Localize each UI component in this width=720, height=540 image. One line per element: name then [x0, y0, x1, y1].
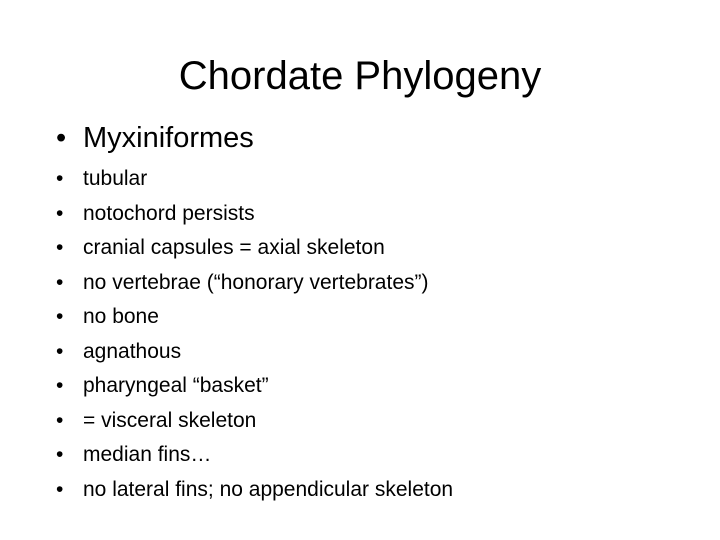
list-item: [56, 266, 453, 301]
list-item: [56, 438, 453, 473]
bullet-list: [56, 162, 453, 507]
list-item-text: median fins…: [83, 443, 212, 466]
list-item: [56, 335, 453, 370]
bullet-dot: •: [56, 408, 64, 432]
heading-text: Myxiniformes: [83, 122, 254, 154]
list-item-text: tubular: [83, 167, 148, 190]
list-item-text: no vertebrae (“honorary vertebrates”): [83, 270, 429, 294]
bullet-dot: •: [56, 167, 64, 190]
list-item-text: agnathous: [83, 339, 182, 363]
bullet-dot: •: [56, 270, 64, 294]
list-item-text: pharyngeal “basket”: [83, 374, 269, 397]
heading-bullet: [56, 118, 254, 158]
bullet-dot: •: [56, 339, 64, 363]
bullet-dot: •: [56, 236, 64, 259]
list-item: [56, 231, 453, 266]
list-item-text: no bone: [83, 305, 159, 328]
list-item: [56, 369, 453, 404]
list-item: [56, 473, 453, 508]
list-item-text: cranial capsules = axial skeleton: [83, 236, 385, 259]
bullet-dot: •: [56, 305, 64, 328]
bullet-dot: •: [56, 122, 67, 154]
bullet-dot: •: [56, 443, 64, 466]
list-item: [56, 162, 453, 197]
list-item: [56, 197, 453, 232]
list-item: [56, 300, 453, 335]
slide-title: Chordate Phylogeny: [178, 54, 542, 98]
bullet-dot: •: [56, 374, 64, 397]
bullet-dot: •: [56, 477, 64, 501]
list-item-text: = visceral skeleton: [83, 408, 257, 432]
list-item-text: notochord persists: [83, 201, 255, 225]
list-item: [56, 404, 453, 439]
list-item-text: no lateral fins; no appendicular skeleton: [83, 477, 454, 501]
bullet-dot: •: [56, 201, 64, 225]
